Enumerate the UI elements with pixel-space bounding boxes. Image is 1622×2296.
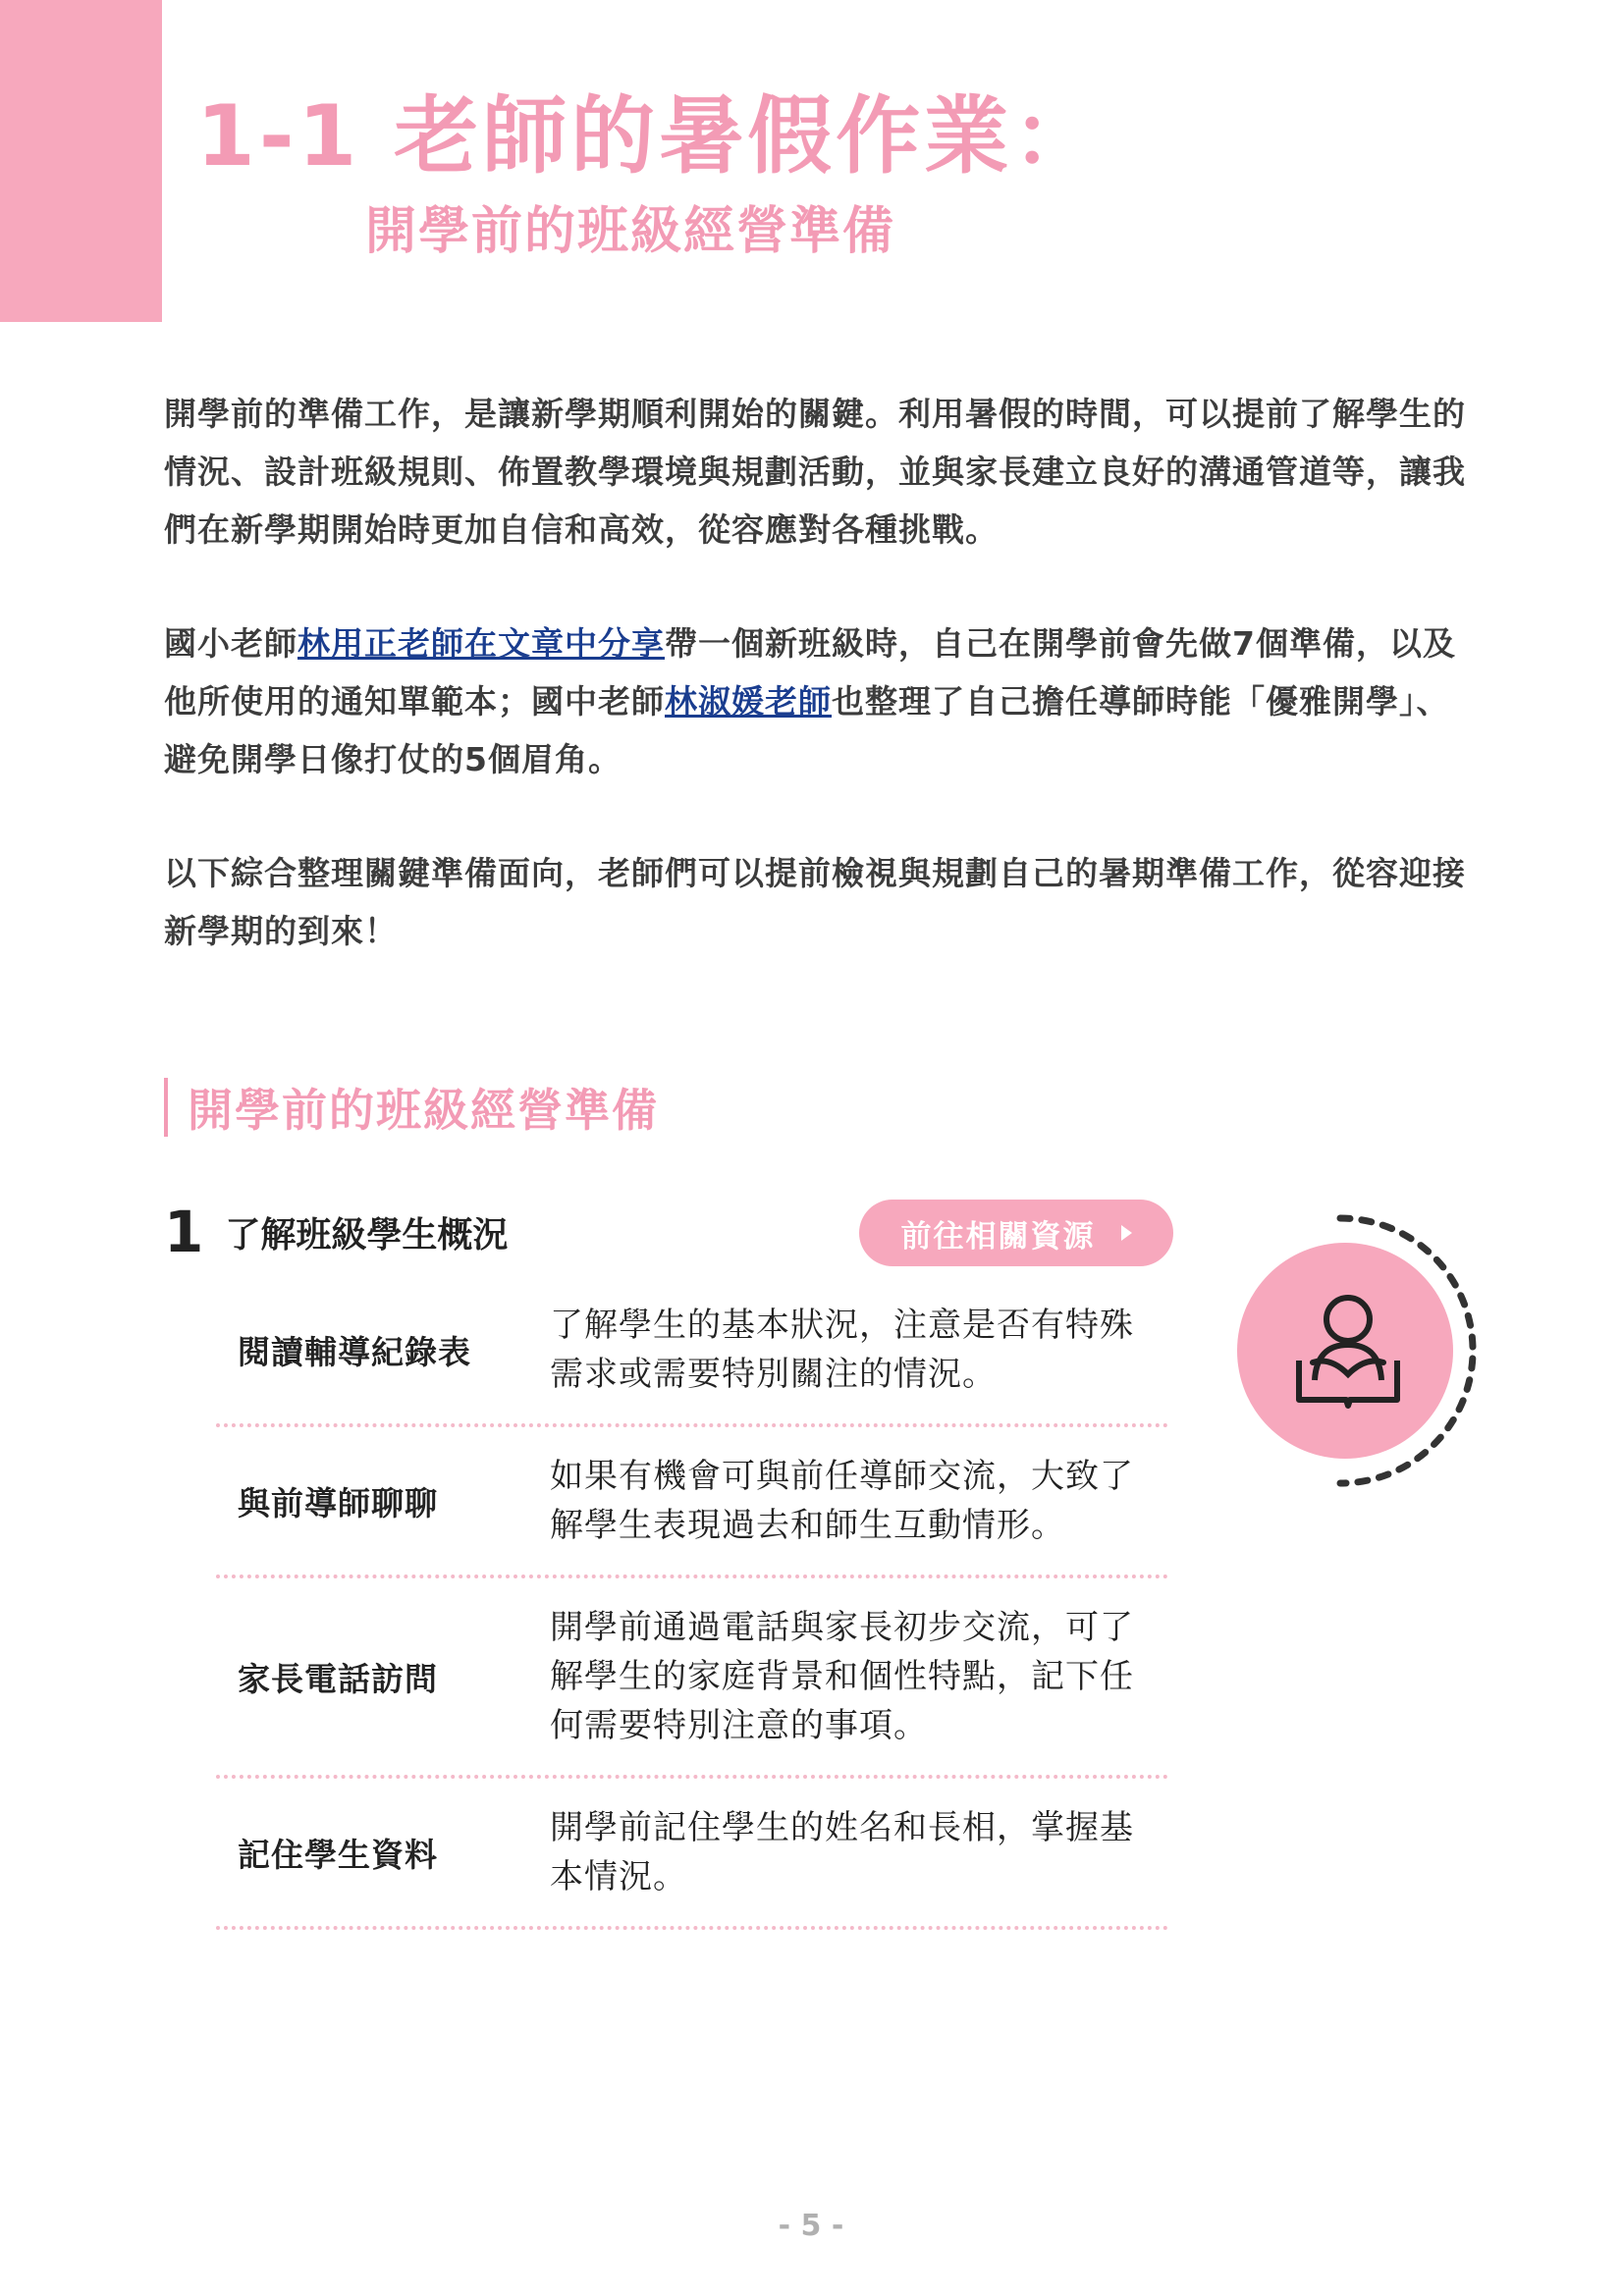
row-label: 家長電話訪問 [238,1659,438,1698]
section-heading-text: 開學前的班級經營準備 [188,1084,659,1137]
table-row [216,1779,1168,1930]
row-description: 如果有機會可與前任導師交流，大致了解學生表現過去和師生互動情形。 [550,1457,1134,1545]
page-subtitle: 開學前的班級經營準備 [365,202,896,261]
play-arrow-icon [1121,1225,1132,1241]
intro-text-b: 帶一個新班級時，自己在開學前會先做7個準備，以及他所使用的通知單範本；國中老師 [164,624,1456,721]
related-resources-label: 前往相關資源 [900,1218,1096,1255]
intro-paragraph-3: 以下綜合整理關鍵準備面向，老師們可以提前檢視與規劃自己的暑期準備工作，從容迎接新學期的到來！ [164,854,1466,950]
article-link-lin-yongzheng[interactable]: 林用正老師在文章中分享 [297,624,665,663]
item-title: 了解班級學生概況 [225,1214,509,1255]
item-number: 1 [164,1199,204,1265]
related-resources-button[interactable] [859,1200,1173,1266]
row-label: 與前導師聊聊 [238,1483,438,1522]
article-link-lin-shuyuan[interactable]: 林淑媛老師 [665,682,832,721]
section-heading [164,1075,659,1140]
intro-text-a: 國小老師 [164,624,297,663]
intro-text-c: 也整理了自己擔任導師時能「優雅開學」、避免開學日像打仗的5個眉角。 [164,682,1450,778]
corner-decoration [0,0,162,322]
row-description: 開學前記住學生的姓名和長相，掌握基本情況。 [550,1808,1134,1896]
row-description: 開學前通過電話與家長初步交流，可了解學生的家庭背景和個性特點，記下任何需要特別注意的事項。 [550,1608,1134,1745]
item-1-header [164,1198,508,1266]
table-row [216,1578,1168,1779]
reading-person-icon [1232,1213,1507,1488]
page-number: - 5 - [778,2209,844,2243]
table-row [216,1427,1168,1578]
item-1-table [216,1276,1168,1930]
intro-paragraph-2 [164,614,1470,788]
page-title: 1-1 老師的暑假作業： [196,87,1102,186]
row-label: 閱讀輔導紀錄表 [238,1332,471,1371]
row-description: 了解學生的基本狀況，注意是否有特殊需求或需要特別關注的情況。 [550,1306,1134,1394]
section-heading-bar [164,1078,168,1137]
row-label: 記住學生資料 [238,1835,438,1874]
table-row [216,1276,1168,1427]
intro-paragraph-1: 開學前的準備工作，是讓新學期順利開始的關鍵。利用暑假的時間，可以提前了解學生的情況、設計班級規則、佈置教學環境與規劃活動，並與家長建立良好的溝通管道等，讓我們在新學期開始時更加自信和高效，從容應對各種挑戰。 [164,395,1466,549]
